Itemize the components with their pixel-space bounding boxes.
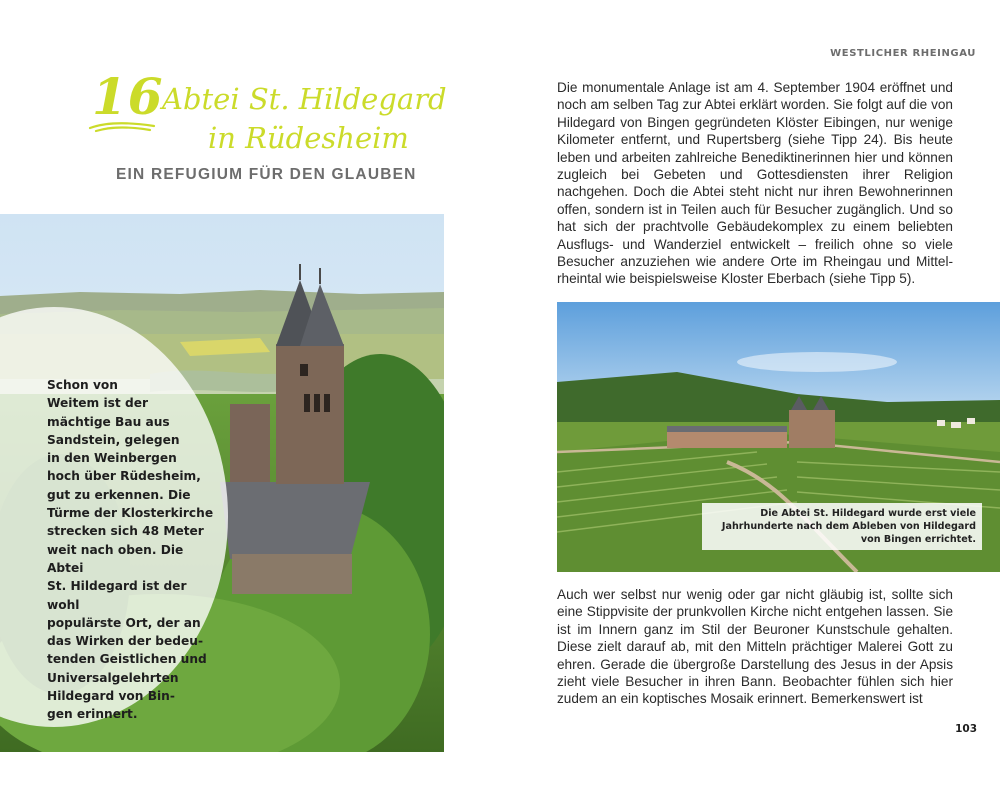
page-title-line-2: in Rüdesheim [208, 121, 409, 155]
page-number: 103 [955, 723, 977, 735]
page-subtitle: EIN REFUGIUM FÜR DEN GLAUBEN [116, 166, 417, 183]
page-title-line-1: Abtei St. Hildegard [162, 82, 447, 116]
tip-number: 16 [92, 67, 164, 126]
info-box-text: Schon von Weitem ist der mächtige Bau aus Sandstein, gelegen in den Weinbergen hoch über Rüdesheim, gut zu erkennen. Die Türme der Klosterkirche strecken sich 48 Meter weit nach oben. Die Abtei St. Hildegard ist der wohl populärste Ort, der an das Wirken der bedeu- tenden Geistlichen und Universalgelehrten Hildegard von Bin- gen erinnert. [47, 378, 214, 722]
body-paragraph-1: Die monumentale Anlage ist am 4. September 1904 eröffnet und noch am selben Tag zur Abtei erklärt worden. Sie folgt auf die von Hildegard von Bingen gegründeten Klöster Eibingen, nur wenige Kilometer entfernt, und Rupertsberg (siehe Tipp 24). Bis heute leben und arbeiten zahlreiche Benediktinerinnen hier und können zugleich bei Gebeten und Gottesdiensten ihrer Religion nachgehen. Doch die Abtei steht nicht nur ihren Bewohnerinnen offen, sondern ist in Teilen auch für Besucher zugänglich. Und so hat sich der prachtvolle Gebäudekomplex zu einem beliebten Ausflugs- und Wanderziel entwickelt – freilich ohne so viele Besucher anzuziehen wie andere Orte im Rheingau und Mittel-rheintal wie beispielsweise Kloster Eberbach (siehe Tipp 5). [557, 80, 953, 287]
aerial-abbey-photo [557, 302, 1000, 572]
body-paragraph-2: Auch wer selbst nur wenig oder gar nicht gläubig ist, sollte sich eine Stippvisite der prunkvollen Kirche nicht entgehen lassen. Sie ist im Innern ganz im Stil der Beuroner Kunstschule gehalten. Diese zielt darauf ab, mit den Mitteln prächtiger Malerei Gott zu ehren. Gerade die übergroße Darstellung des Jesus in der Apsis zieht viele Besucher in ihren Bann. Beobachter fühlen sich hier zudem an ein koptisches Mosaik erinnert. Bemerkenswert ist [557, 587, 953, 707]
figure-caption: Die Abtei St. Hildegard wurde erst viele Jahrhunderte nach dem Ableben von Hildegard von Bingen errichtet. [702, 503, 982, 550]
running-head: WESTLICHER RHEINGAU [830, 48, 976, 59]
number-swash-decoration [88, 118, 158, 134]
